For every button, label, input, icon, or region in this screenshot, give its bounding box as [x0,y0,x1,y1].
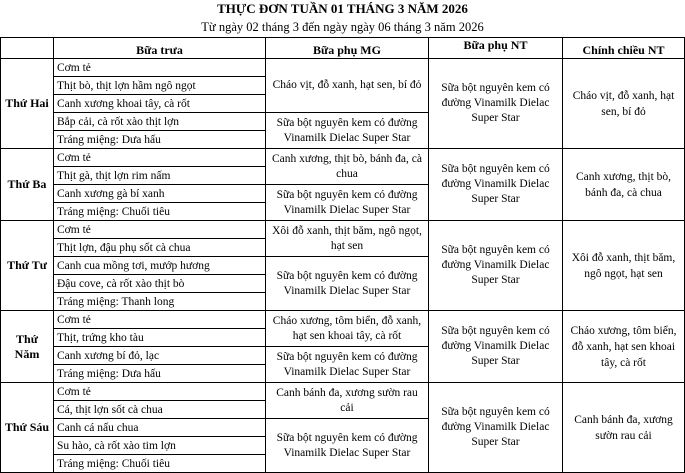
lunch-item: Tráng miệng: Chuối tiêu [54,203,266,221]
snack-mg-milk: Sữa bột nguyên kem có đường Vinamilk Dielac Super Star [266,185,429,221]
header-main-nt: Chính chiều NT [563,38,685,59]
table-row [1,149,685,167]
snack-mg-dish: Cháo vịt, đỗ xanh, hạt sen, bí đỏ [266,59,429,113]
lunch-item: Cơm tẻ [54,149,266,167]
menu-date-range: Từ ngày 02 tháng 3 đến ngày ngày 06 tháng 3 năm 2026 [201,20,484,34]
lunch-item: Tráng miệng: Thanh long [54,293,266,311]
main-nt-cell: Cháo vịt, đỗ xanh, hạt sen, bí đỏ [563,59,685,149]
lunch-item: Cơm tẻ [54,59,266,77]
table-row [1,221,685,239]
lunch-item: Thịt bò, thịt lợn hầm ngô ngọt [54,77,266,95]
header-row [1,38,685,59]
table-row [1,311,685,329]
lunch-item: Thịt lợn, đậu phụ sốt cà chua [54,239,266,257]
day-friday: Thứ Sáu [1,383,54,473]
snack-nt-cell: Sữa bột nguyên kem có đường Vinamilk Dielac Super Star [429,311,563,383]
snack-mg-dish: Canh xương, thịt bò, bánh đa, cà chua [266,149,429,185]
day-tuesday: Thứ Ba [1,149,54,221]
snack-nt-cell: Sữa bột nguyên kem có đường Vinamilk Dielac Super Star [429,59,563,149]
header-snack-nt: Bữa phụ NT [429,38,563,59]
snack-mg-milk: Sữa bột nguyên kem có đường Vinamilk Dielac Super Star [266,113,429,149]
lunch-item: Canh xương khoai tây, cà rốt [54,95,266,113]
lunch-item: Canh xương gà bí xanh [54,185,266,203]
snack-mg-milk: Sữa bột nguyên kem có đường Vinamilk Dielac Super Star [266,257,429,311]
lunch-item: Canh cá nấu chua [54,419,266,437]
lunch-item: Canh cua mồng tơi, mướp hương [54,257,266,275]
lunch-item: Bắp cải, cà rốt xào thịt lợn [54,113,266,131]
snack-nt-cell: Sữa bột nguyên kem có đường Vinamilk Dielac Super Star [429,383,563,473]
day-thursday: Thứ Năm [1,311,54,383]
lunch-item: Tráng miệng: Dưa hấu [54,131,266,149]
snack-mg-milk: Sữa bột nguyên kem có đường Vinamilk Dielac Super Star [266,419,429,473]
day-wednesday: Thứ Tư [1,221,54,311]
lunch-item: Đậu cove, cà rốt xào thịt bò [54,275,266,293]
lunch-item: Tráng miệng: Dưa hấu [54,365,266,383]
lunch-item: Canh xương bí đỏ, lạc [54,347,266,365]
menu-title: THỰC ĐƠN TUẦN 01 THÁNG 3 NĂM 2026 [217,1,468,16]
lunch-item: Cơm tẻ [54,221,266,239]
snack-mg-milk: Sữa bột nguyên kem có đường Vinamilk Dielac Super Star [266,347,429,383]
day-monday: Thứ Hai [1,59,54,149]
snack-nt-cell: Sữa bột nguyên kem có đường Vinamilk Dielac Super Star [429,149,563,221]
snack-mg-dish: Cháo xương, tôm biển, đỗ xanh, hạt sen khoai tây, cà rốt [266,311,429,347]
lunch-item: Cơm tẻ [54,383,266,401]
lunch-item: Thịt, trứng kho tàu [54,329,266,347]
lunch-item: Su hào, cà rốt xào tim lợn [54,437,266,455]
header-lunch: Bữa trưa [54,38,266,59]
snack-mg-dish: Canh bánh đa, xương sườn rau cải [266,383,429,419]
lunch-item: Cá, thịt lợn sốt cà chua [54,401,266,419]
lunch-item: Tráng miệng: Chuối tiêu [54,455,266,473]
table-row [1,383,685,401]
main-nt-cell: Xôi đỗ xanh, thịt băm, ngô ngọt, hạt sen [563,221,685,311]
main-nt-cell: Canh bánh đa, xương sườn rau cải [563,383,685,473]
main-nt-cell: Canh xương, thịt bò, bánh đa, cà chua [563,149,685,221]
snack-mg-dish: Xôi đỗ xanh, thịt băm, ngô ngọt, hạt sen [266,221,429,257]
main-nt-cell: Cháo xương, tôm biển, đỗ xanh, hạt sen khoai tây, cà rốt [563,311,685,383]
lunch-item: Cơm tẻ [54,311,266,329]
corner-cell [1,38,54,59]
header-snack-mg: Bữa phụ MG [266,38,429,59]
weekly-menu-table [0,37,685,473]
snack-nt-cell: Sữa bột nguyên kem có đường Vinamilk Dielac Super Star [429,221,563,311]
table-row [1,59,685,77]
lunch-item: Thịt gà, thịt lợn rim nấm [54,167,266,185]
